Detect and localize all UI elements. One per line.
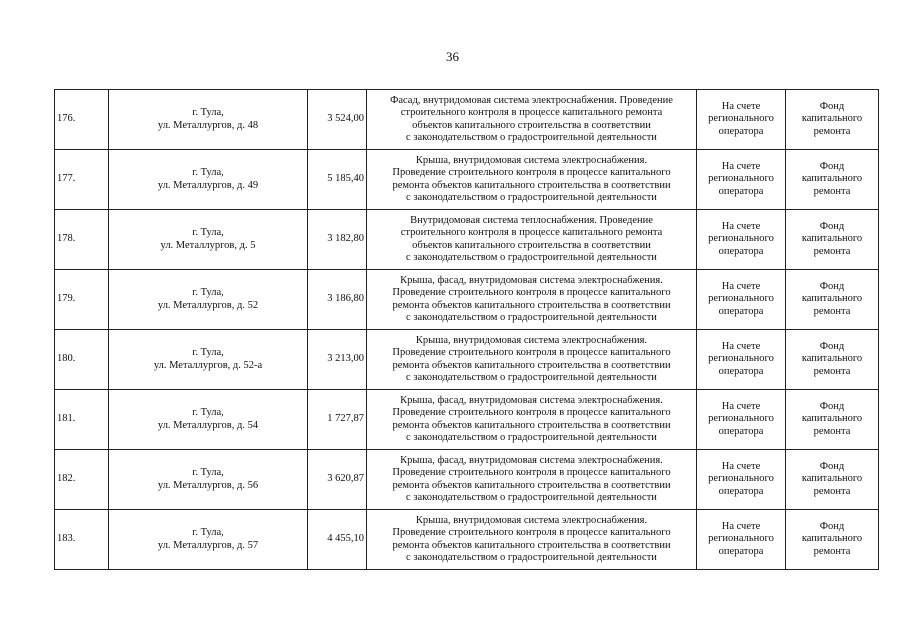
fund-line: Фонд: [819, 520, 845, 532]
address-cell: [109, 450, 308, 510]
account-line: На счете: [721, 340, 761, 352]
row-number: 177.: [55, 150, 109, 210]
account-line: регионального: [708, 533, 774, 545]
work-description-line: Крыша, внутридомовая система электроснабжения.: [415, 154, 648, 166]
row-number: 183.: [55, 510, 109, 570]
work-description-line: Проведение строительного контроля в процессе капитального: [392, 347, 671, 358]
work-description-line: объектов капитального строительства в соответствии: [412, 239, 651, 251]
page-number: 36: [446, 49, 459, 64]
address-cell: [109, 270, 308, 330]
account-line: оператора: [718, 125, 764, 137]
work-description-line: с законодательством о градостроительной деятельности: [406, 492, 657, 503]
cost-cell: 3 213,00: [308, 330, 367, 390]
work-description-line: ремонта объектов капитального строительства в соответствии: [392, 419, 671, 431]
table-row: [55, 270, 879, 330]
fund-cell: [786, 390, 879, 450]
account-line: оператора: [718, 485, 764, 497]
work-description-line: Проведение строительного контроля в процессе капитального: [392, 527, 671, 538]
work-description-line: ремонта объектов капитального строительства в соответствии: [392, 179, 671, 191]
fund-line: капитального: [801, 173, 863, 185]
fund-line: Фонд: [819, 340, 845, 352]
fund-line: ремонта: [813, 545, 851, 557]
fund-line: капитального: [801, 293, 863, 305]
fund-cell: [786, 210, 879, 270]
account-line: регионального: [708, 233, 774, 245]
work-description-line: строительного контроля в процессе капитального ремонта: [400, 107, 663, 118]
fund-cell: [786, 330, 879, 390]
fund-line: Фонд: [819, 160, 845, 172]
work-description-line: Крыша, фасад, внутридомовая система электроснабжения.: [400, 394, 663, 406]
work-description-line: ремонта объектов капитального строительства в соответствии: [392, 479, 671, 491]
cost-cell: 3 620,87: [308, 450, 367, 510]
fund-line: Фонд: [819, 100, 845, 112]
cost-cell: 5 185,40: [308, 150, 367, 210]
table-row: [55, 390, 879, 450]
address-cell: [109, 390, 308, 450]
account-cell: [697, 510, 786, 570]
address-city: г. Тула,: [192, 347, 224, 358]
address-cell: [109, 510, 308, 570]
capital-repair-table: [54, 89, 879, 570]
work-description-line: с законодательством о градостроительной деятельности: [406, 192, 657, 203]
fund-line: ремонта: [813, 125, 851, 137]
account-line: оператора: [718, 245, 764, 257]
table-row: [55, 450, 879, 510]
address-city: г. Тула,: [192, 227, 224, 238]
account-cell: [697, 90, 786, 150]
account-line: регионального: [708, 413, 774, 425]
account-line: регионального: [708, 473, 774, 485]
cost-cell: 1 727,87: [308, 390, 367, 450]
work-description-line: Проведение строительного контроля в процессе капитального: [392, 287, 671, 298]
address-street: ул. Металлургов, д. 56: [157, 479, 259, 491]
fund-line: Фонд: [819, 460, 845, 472]
account-line: На счете: [721, 460, 761, 472]
account-line: оператора: [718, 185, 764, 197]
work-description-cell: [367, 450, 697, 510]
fund-line: капитального: [801, 473, 863, 485]
work-description-cell: [367, 150, 697, 210]
work-description-line: Проведение строительного контроля в процессе капитального: [392, 467, 671, 478]
work-description-line: строительного контроля в процессе капитального ремонта: [400, 227, 663, 238]
account-cell: [697, 330, 786, 390]
row-number: 176.: [55, 90, 109, 150]
address-cell: [109, 330, 308, 390]
work-description-line: Крыша, фасад, внутридомовая система электроснабжения.: [400, 274, 663, 286]
table-row: [55, 150, 879, 210]
account-line: На счете: [721, 280, 761, 292]
fund-line: Фонд: [819, 400, 845, 412]
table-row: [55, 330, 879, 390]
table-row: [55, 510, 879, 570]
work-description-line: Внутридомовая система теплоснабжения. Проведение: [410, 214, 653, 226]
work-description-line: с законодательством о градостроительной деятельности: [406, 372, 657, 383]
account-cell: [697, 390, 786, 450]
address-city: г. Тула,: [192, 167, 224, 178]
address-cell: [109, 90, 308, 150]
address-street: ул. Металлургов, д. 48: [157, 119, 259, 131]
account-line: регионального: [708, 113, 774, 125]
cost-cell: 3 524,00: [308, 90, 367, 150]
fund-line: ремонта: [813, 185, 851, 197]
work-description-line: Крыша, внутридомовая система электроснабжения.: [415, 514, 648, 526]
table-body: [55, 90, 879, 570]
work-description-line: ремонта объектов капитального строительства в соответствии: [392, 299, 671, 311]
account-line: оператора: [718, 425, 764, 437]
work-description-line: Проведение строительного контроля в процессе капитального: [392, 167, 671, 178]
fund-cell: [786, 270, 879, 330]
fund-line: капитального: [801, 413, 863, 425]
fund-cell: [786, 510, 879, 570]
work-description-line: ремонта объектов капитального строительства в соответствии: [392, 359, 671, 371]
cost-cell: 3 182,80: [308, 210, 367, 270]
work-description-line: Крыша, фасад, внутридомовая система электроснабжения.: [400, 454, 663, 466]
address-street: ул. Металлургов, д. 57: [157, 539, 259, 551]
fund-cell: [786, 150, 879, 210]
work-description-cell: [367, 90, 697, 150]
work-description-line: ремонта объектов капитального строительства в соответствии: [392, 539, 671, 551]
fund-line: Фонд: [819, 280, 845, 292]
work-description-cell: [367, 510, 697, 570]
fund-line: капитального: [801, 113, 863, 125]
fund-cell: [786, 450, 879, 510]
fund-line: ремонта: [813, 245, 851, 257]
work-description-line: с законодательством о градостроительной деятельности: [406, 132, 657, 143]
fund-line: ремонта: [813, 365, 851, 377]
cost-cell: 4 455,10: [308, 510, 367, 570]
account-line: На счете: [721, 160, 761, 172]
address-city: г. Тула,: [192, 407, 224, 418]
row-number: 178.: [55, 210, 109, 270]
work-description-line: Крыша, внутридомовая система электроснабжения.: [415, 334, 648, 346]
work-description-cell: [367, 390, 697, 450]
fund-line: ремонта: [813, 485, 851, 497]
address-cell: [109, 150, 308, 210]
work-description-line: Проведение строительного контроля в процессе капитального: [392, 407, 671, 418]
row-number: 180.: [55, 330, 109, 390]
account-cell: [697, 150, 786, 210]
fund-cell: [786, 90, 879, 150]
address-city: г. Тула,: [192, 287, 224, 298]
row-number: 181.: [55, 390, 109, 450]
account-cell: [697, 210, 786, 270]
work-description-line: с законодательством о градостроительной деятельности: [406, 312, 657, 323]
table-row: [55, 90, 879, 150]
account-line: оператора: [718, 305, 764, 317]
work-description-cell: [367, 270, 697, 330]
account-line: На счете: [721, 520, 761, 532]
address-cell: [109, 210, 308, 270]
address-city: г. Тула,: [192, 527, 224, 538]
account-line: На счете: [721, 400, 761, 412]
fund-line: ремонта: [813, 305, 851, 317]
work-description-line: с законодательством о градостроительной деятельности: [406, 552, 657, 563]
row-number: 182.: [55, 450, 109, 510]
work-description-cell: [367, 330, 697, 390]
address-city: г. Тула,: [192, 467, 224, 478]
fund-line: капитального: [801, 233, 863, 245]
fund-line: капитального: [801, 353, 863, 365]
account-line: регионального: [708, 353, 774, 365]
account-line: оператора: [718, 545, 764, 557]
address-city: г. Тула,: [192, 107, 224, 118]
address-street: ул. Металлургов, д. 49: [157, 179, 259, 191]
account-line: регионального: [708, 173, 774, 185]
account-cell: [697, 450, 786, 510]
account-line: На счете: [721, 100, 761, 112]
fund-line: капитального: [801, 533, 863, 545]
fund-line: ремонта: [813, 425, 851, 437]
work-description-line: с законодательством о градостроительной деятельности: [406, 432, 657, 443]
address-street: ул. Металлургов, д. 54: [157, 419, 259, 431]
account-line: регионального: [708, 293, 774, 305]
work-description-line: с законодательством о градостроительной деятельности: [406, 252, 657, 263]
address-street: ул. Металлургов, д. 52-а: [153, 359, 263, 371]
work-description-line: Фасад, внутридомовая система электроснабжения. Проведение: [390, 94, 673, 106]
address-street: ул. Металлургов, д. 5: [160, 239, 256, 251]
table-row: [55, 210, 879, 270]
account-line: На счете: [721, 220, 761, 232]
account-cell: [697, 270, 786, 330]
work-description-cell: [367, 210, 697, 270]
account-line: оператора: [718, 365, 764, 377]
cost-cell: 3 186,80: [308, 270, 367, 330]
work-description-line: объектов капитального строительства в соответствии: [412, 119, 651, 131]
fund-line: Фонд: [819, 220, 845, 232]
address-street: ул. Металлургов, д. 52: [157, 299, 259, 311]
row-number: 179.: [55, 270, 109, 330]
